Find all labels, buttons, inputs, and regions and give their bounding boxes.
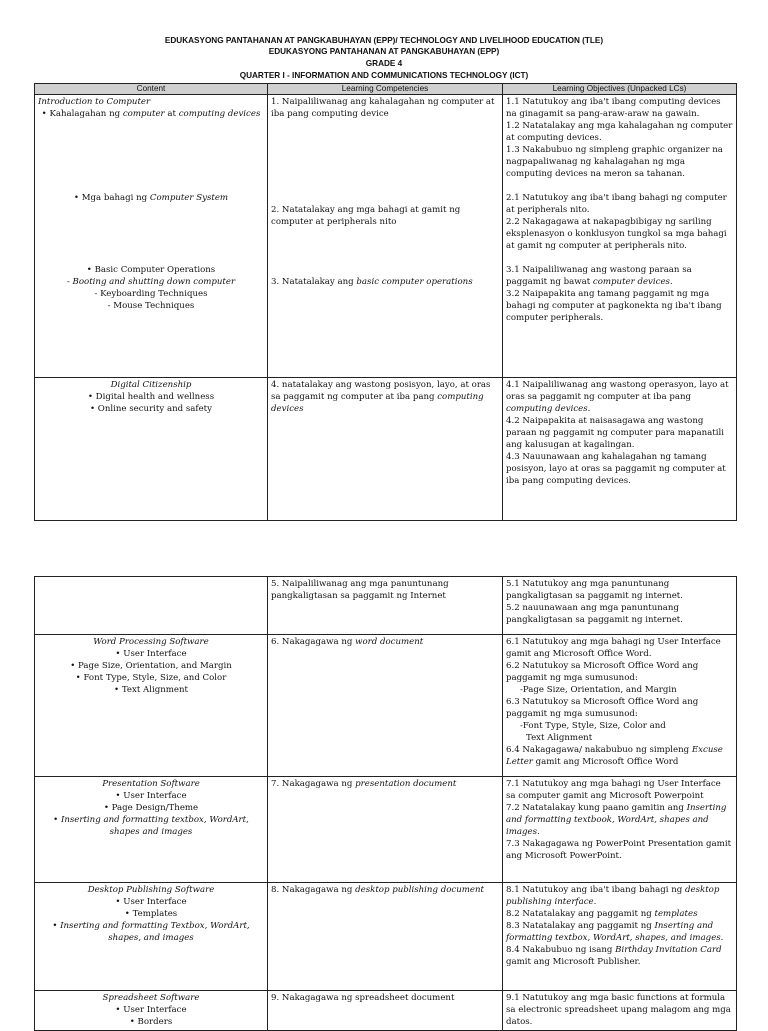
content-bullet: • Borders [129, 1017, 173, 1027]
content-title: Digital Citizenship [110, 380, 192, 390]
objective-subitem: Text Alignment [526, 733, 593, 743]
content-bullet: • Basic Computer Operations [86, 265, 216, 275]
content-title: Introduction to Computer [38, 97, 151, 107]
objective-cell [503, 577, 737, 635]
objective-item: 6.1 Natutukoy ang mga bahagi ng User Interface gamit ang Microsoft Office Word. [506, 637, 721, 659]
objective-item: 7.3 Nakagagawa ng PowerPoint Presentation gamit ang Microsoft PowerPoint. [506, 839, 732, 861]
competency-item: 3. Natatalakay ang basic computer operations [271, 277, 473, 287]
content-cell [35, 95, 268, 378]
objective-item: 4.1 Naipaliliwanag ang wastong operasyon, layo at oras sa paggamit ng computer at iba pang computing devices. [506, 380, 729, 414]
content-bullet: • Mga bahagi ng Computer System [73, 193, 229, 203]
header-line-1: EDUKASYONG PANTAHANAN AT PANGKABUHAYAN (EPP)/ TECHNOLOGY AND LIVELIHOOD EDUCATION (TLE) [164, 36, 604, 45]
objective-item: 3.1 Naipaliliwanag ang wastong paraan sa paggamit ng bawat computer devices. [506, 265, 692, 287]
objective-item: 6.2 Natutukoy sa Microsoft Office Word ang paggamit ng mga sumusunod: [506, 661, 699, 683]
objective-cell [503, 95, 737, 378]
table-row [35, 95, 737, 378]
objective-subitem: -Page Size, Orientation, and Margin [520, 685, 677, 695]
table-row [35, 635, 737, 777]
content-cell [35, 777, 268, 883]
objective-item: 8.4 Nakabubuo ng isang Birthday Invitation Card gamit ang Microsoft Publisher. [506, 945, 722, 967]
competency-item: 1. Naipaliliwanag ang kahalagahan ng computer at iba pang computing device [271, 97, 495, 119]
content-cell [35, 378, 268, 521]
content-cell [35, 883, 268, 991]
objective-item: 6.4 Nakagagawa/ nakabubuo ng simpleng Excuse Letter gamit ang Microsoft Office Word [506, 745, 723, 767]
content-title: Presentation Software [102, 779, 200, 789]
objective-item: 1.2 Natatalakay ang mga kahalagahan ng computer at computing devices. [506, 121, 733, 143]
objective-item: 6.3 Natutukoy sa Microsoft Office Word ang paggamit ng mga sumusunod: [506, 697, 699, 719]
content-bullet: • Kahalagahan ng computer at computing devices [41, 109, 261, 119]
objective-item: 8.2 Natatalakay ang paggamit ng templates [506, 909, 698, 919]
content-bullet: • Online security and safety [90, 404, 212, 414]
content-bullet: • Inserting and formatting Textbox, WordArt, shapes, and images [52, 921, 250, 943]
header-line-3: GRADE 4 [365, 59, 403, 68]
content-cell [35, 635, 268, 777]
table-row [35, 378, 737, 521]
column-header-objectives: Learning Objectives (Unpacked LCs) [503, 84, 737, 95]
competency-item: 4. natatalakay ang wastong posisyon, layo, at oras sa paggamit ng computer at iba pang computing devices [271, 380, 491, 414]
column-header-content: Content [35, 84, 268, 95]
content-bullet: • Templates [124, 909, 178, 919]
objective-item: 1.3 Nakabubuo ng simpleng graphic organizer na nagpapaliwanag ng kahalagahan ng mga computing devices na meron sa tahanan. [506, 145, 723, 179]
objective-cell [503, 991, 737, 1031]
objective-cell [503, 378, 737, 521]
header-line-4: QUARTER I - INFORMATION AND COMMUNICATIONS TECHNOLOGY (ICT) [239, 71, 529, 80]
objective-item: 2.2 Nakagagawa at nakapagbibigay ng sariling eksplenasyon o konklusyon tungkol sa mga bahagi at gamit ng computer at peripherals nito. [506, 217, 727, 251]
table-row [35, 777, 737, 883]
content-bullet: • Font Type, Style, Size, and Color [75, 673, 227, 683]
content-bullet: • User Interface [115, 897, 187, 907]
content-subitem: - Booting and shutting down computer [66, 277, 236, 287]
objective-item: 8.1 Natutukoy ang iba't ibang bahagi ng desktop publishing interface. [506, 885, 720, 907]
competency-cell [268, 635, 503, 777]
content-subitem: - Keyboarding Techniques [94, 289, 208, 299]
content-bullet: • User Interface [115, 649, 187, 659]
objective-item: 5.2 nauunawaan ang mga panuntunang pangkaligtasan sa paggamit ng internet. [506, 603, 683, 625]
objective-cell [503, 777, 737, 883]
competency-cell [268, 95, 503, 378]
objective-item: 7.2 Natatalakay kung paano gamitin ang Inserting and formatting textbook, WordArt, shapes and images. [506, 803, 727, 837]
objective-item: 4.2 Naipapakita at naisasagawa ang wastong paraan ng paggamit ng computer para mapanatili ang kalusugan at kagalingan. [506, 416, 725, 450]
content-bullet: • Digital health and wellness [87, 392, 215, 402]
competency-cell [268, 577, 503, 635]
competency-cell [268, 378, 503, 521]
objective-item: 5.1 Natutukoy ang mga panuntunang pangkaligtasan sa paggamit ng internet. [506, 579, 683, 601]
competency-cell [268, 883, 503, 991]
curriculum-table-part-2 [34, 576, 737, 1031]
objective-cell [503, 635, 737, 777]
competency-item: 9. Nakagagawa ng spreadsheet document [271, 993, 455, 1003]
content-bullet: • Inserting and formatting textbox, WordArt, shapes and images [53, 815, 249, 837]
table-row [35, 577, 737, 635]
curriculum-table-part-1 [34, 83, 737, 521]
objective-item: 3.2 Naipapakita ang tamang paggamit ng mga bahagi ng computer at pagkonekta ng iba't ibang computer peripherals. [506, 289, 722, 323]
objective-item: 4.3 Nauunawaan ang kahalagahan ng tamang posisyon, layo at oras sa paggamit ng computer at iba pang computing devices. [506, 452, 726, 486]
objective-item: 1.1 Natutukoy ang iba't ibang computing devices na ginagamit sa pang-araw-araw na gawain. [506, 97, 721, 119]
objective-item: 8.3 Natatalakay ang paggamit ng Inserting and formatting textbox, WordArt, shapes, and images. [506, 921, 724, 943]
content-subitem: - Mouse Techniques [107, 301, 195, 311]
objective-item: 7.1 Natutukoy ang mga bahagi ng User Interface sa computer gamit ang Microsoft Powerpoint [506, 779, 721, 801]
header-line-2: EDUKASYONG PANTAHANAN AT PANGKABUHAYAN (EPP) [268, 47, 500, 56]
content-bullet: • Page Design/Theme [103, 803, 199, 813]
competency-item: 5. Naipaliliwanag ang mga panuntunang pangkaligtasan sa paggamit ng Internet [271, 579, 449, 601]
table-header-row [35, 84, 737, 95]
content-bullet: • User Interface [115, 1005, 187, 1015]
content-bullet: • Text Alignment [114, 685, 188, 695]
objective-item: 9.1 Natutukoy ang mga basic functions at formula sa electronic spreadsheet upang malagom ang mga datos. [506, 993, 731, 1027]
content-title: Desktop Publishing Software [87, 885, 215, 895]
content-title: Spreadsheet Software [102, 993, 200, 1003]
objective-subitem: -Font Type, Style, Size, Color and [520, 721, 666, 731]
content-bullet: • Page Size, Orientation, and Margin [70, 661, 232, 671]
competency-item: 8. Nakagagawa ng desktop publishing document [271, 885, 484, 895]
content-title: Word Processing Software [93, 637, 209, 647]
competency-item: 7. Nakagagawa ng presentation document [271, 779, 457, 789]
objective-cell [503, 883, 737, 991]
content-cell [35, 577, 268, 635]
competency-cell [268, 991, 503, 1031]
content-cell [35, 991, 268, 1031]
competency-cell [268, 777, 503, 883]
table-row [35, 991, 737, 1031]
competency-item: 6. Nakagagawa ng word document [271, 637, 424, 647]
content-bullet: • User Interface [115, 791, 187, 801]
column-header-competencies: Learning Competencies [268, 84, 503, 95]
table-row [35, 883, 737, 991]
competency-item: 2. Natatalakay ang mga bahagi at gamit ng computer at peripherals nito [271, 205, 461, 227]
objective-item: 2.1 Natutukoy ang iba't ibang bahagi ng computer at peripherals nito. [506, 193, 727, 215]
